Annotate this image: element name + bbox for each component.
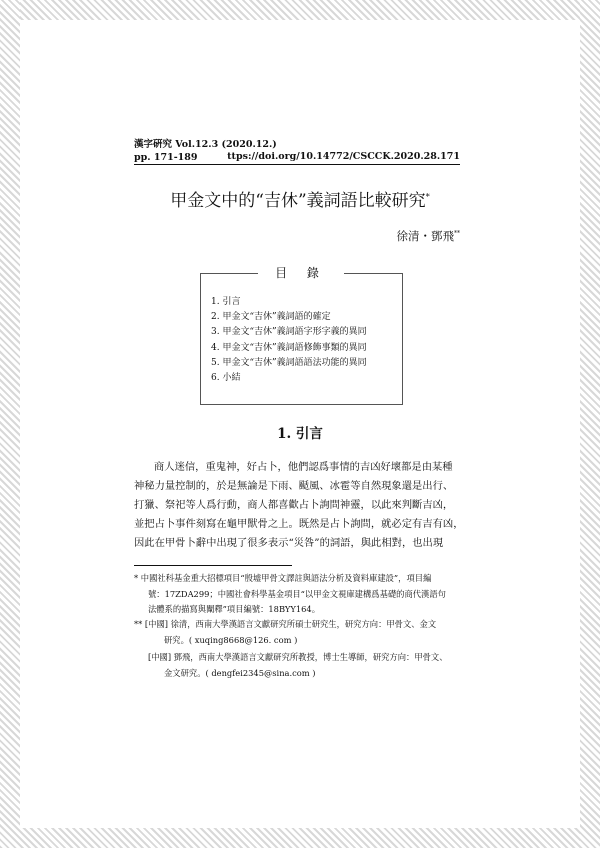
footnote-author-1 [134,617,460,648]
author-footnote-mark: ** [454,230,460,238]
body-line: 因此在甲骨卜辭中出現了很多表示“災咎”的詞語，與此相對，也出現 [134,537,444,549]
scan-border-top [0,0,600,20]
body-line: 商人迷信，重鬼神，好占卜，他們認爲事情的吉凶好壞都是由某種 [154,461,453,473]
paper-title [0,186,600,211]
footnote-funding [134,571,460,618]
body-line: 並把占卜事件刻寫在龜甲獸骨之上。既然是占卜詢問，就必定有吉有凶， [134,518,464,530]
author-names: 徐清・鄧飛 [396,229,454,243]
toc-item[interactable]: 2. 甲金文“吉休”義詞語的確定 [211,312,331,323]
footnote-rule [134,565,292,566]
doi-link[interactable]: ttps://doi.org/10.14772/CSCCK.2020.28.171 [227,151,460,162]
section-heading: 1. 引言 [277,426,323,442]
toc-list [211,295,367,386]
toc-item[interactable]: 4. 甲金文“吉休”義詞語修飾事類的異同 [211,342,367,353]
footnote-line: 金文研究。( dengfei2345@sina.com ) [164,667,316,678]
author-line [397,228,461,244]
journal-name: 漢字硏究 Vol.12.3 (2020.12.) [134,139,277,150]
toc-item[interactable]: 5. 甲金文“吉休”義詞語語法功能的異同 [211,357,367,368]
footnote-line: 研究。( xuqing8668@126. com ) [164,634,298,645]
footnote-line: 法體系的描寫與闡釋”項目編號：18BYY164。 [148,604,320,614]
footnote-line: [中國] 鄧飛，西南大學漢語言文獻研究所教授，博士生導師，研究方向：甲骨文、 [148,652,448,662]
footnote-line: * 中國社科基金重大招標項目“殷墟甲骨文譯註與語法分析及資料庫建設”，項目編 [134,573,432,583]
title-text: 甲金文中的“吉休”義詞語比較研究 [170,191,426,211]
toc-item[interactable]: 3. 甲金文“吉休”義詞語字形字義的異同 [211,327,367,338]
toc-heading: 目 錄 [258,264,344,281]
body-line: 打獵、祭祀等人爲行動，商人都喜歡占卜詢問神靈，以此來判斷吉凶， [134,499,454,511]
header-rule [134,164,460,165]
footnote-author-2 [134,650,460,681]
page-range: pp. 171-189 [134,152,198,163]
body-paragraph [134,458,464,553]
toc-item[interactable]: 1. 引言 [211,297,241,307]
footnote-line: ** [中國] 徐清，西南大學漢語言文獻研究所碩士研究生，研究方向：甲骨文、金文 [134,619,437,629]
toc-item[interactable]: 6. 小結 [211,373,241,384]
body-line: 神秘力量控制的，於是無論是下雨、颳風、冰雹等自然現象還是出行、 [134,480,454,492]
footnote-line: 號：17ZDA299；中國社會科學基金項目“以甲金文視庫建構爲基礎的商代漢語句 [148,588,446,599]
scan-border-bottom [0,828,600,848]
title-footnote-mark: * [425,192,430,202]
